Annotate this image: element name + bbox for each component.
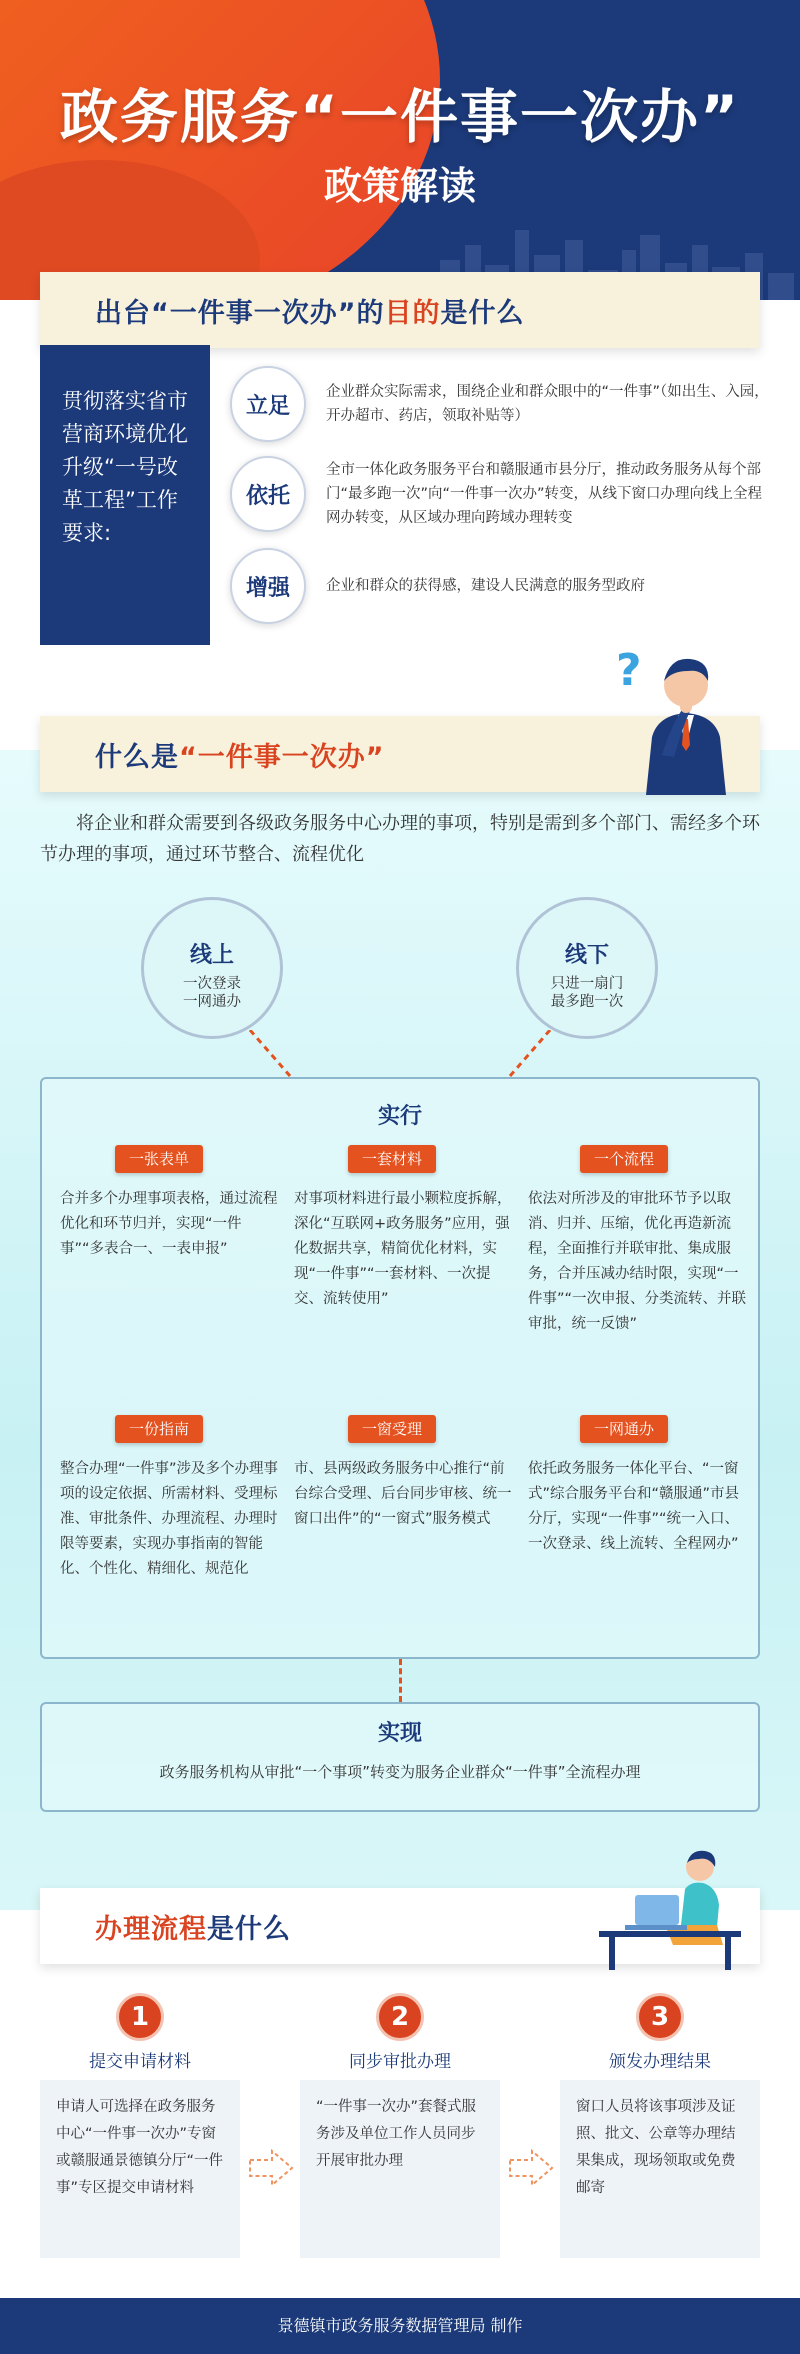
section2-banner-prefix: 什么是	[95, 741, 179, 773]
practice-tag: 一套材料	[348, 1145, 436, 1173]
practice-text: 市、县两级政务服务中心推行“前台综合受理、后台同步审核、统一窗口出件”的“一窗式”服务模式	[294, 1461, 512, 1527]
section2-banner-highlight: “一件事一次办”	[179, 741, 385, 773]
online-circle	[141, 897, 283, 1039]
section1-banner	[40, 272, 760, 348]
practice-tag: 一份指南	[115, 1415, 203, 1443]
connector-lines	[230, 1030, 570, 1080]
practice-connector	[399, 1659, 402, 1702]
step-number-badge: 2	[376, 1993, 424, 2041]
result-text: 政务服务机构从审批“一个事项”转变为服务企业群众“一件事”全流程办理	[159, 1763, 641, 1781]
section1-row-text: 企业群众实际需求，围绕企业和群众眼中的“一件事”（如出生、入园，开办超市、药店，领取补贴等）	[326, 384, 769, 424]
online-title: 线上	[189, 943, 234, 968]
offline-circle	[516, 897, 658, 1039]
section1-banner-prefix: 出台“一件事一次办”的	[95, 297, 385, 329]
section1-banner-suffix: 是什么	[440, 297, 525, 329]
offline-line2: 最多跑一次	[550, 994, 624, 1010]
arrow-right-icon	[508, 2148, 554, 2188]
practice-tag: 一张表单	[115, 1145, 203, 1173]
page-title: 政务服务“一件事一次办”	[59, 83, 741, 151]
practice-tag: 一窗受理	[348, 1415, 436, 1443]
result-box	[40, 1702, 760, 1812]
section1-badge: 立足	[230, 366, 306, 442]
practice-tag: 一个流程	[580, 1145, 668, 1173]
practice-box	[40, 1077, 760, 1659]
section1-left-panel: 贯彻落实省市营商环境优化升级“一号改革工程”工作要求:	[40, 345, 210, 645]
section1-row-text: 企业和群众的获得感，建设人民满意的服务型政府	[326, 578, 645, 594]
practice-text: 依法对所涉及的审批环节予以取消、归并、压缩，优化再造新流程，全面推行并联审批、集成服务，合并压减办结时限，实现“一件事”“一次申报、分类流转、并联审批，统一反馈”	[528, 1191, 747, 1332]
section1-banner-highlight: 目的	[384, 297, 441, 329]
section1-row	[230, 548, 770, 624]
online-line2: 一网通办	[183, 994, 241, 1010]
practice-text: 依托政务服务一体化平台、“一窗式”综合服务平台和“赣服通”市县分厅，实现“一件事”“统一入口、一次登录、线上流转、全程网办”	[528, 1461, 740, 1552]
footer: 景德镇市政务服务数据管理局 制作	[0, 2298, 800, 2354]
practice-text: 合并多个办理事项表格，通过流程优化和环节归并，实现“一件事”“多表合一、一表申报”	[60, 1191, 278, 1257]
section3-banner-suffix: 是什么	[207, 1913, 291, 1945]
step-number-badge: 3	[636, 1993, 684, 2041]
section1-badge: 依托	[230, 456, 306, 532]
section3-banner-highlight: 办理流程	[95, 1913, 207, 1945]
laptop-worker-icon	[595, 1845, 745, 1970]
section1-row	[230, 366, 770, 442]
practice-text: 对事项材料进行最小颗粒度拆解，深化“互联网+政务服务”应用，强化数据共享，精简优化材料，实现“一件事”“一套材料、一次提交、流转使用”	[294, 1191, 512, 1307]
step-number-badge: 1	[116, 1993, 164, 2041]
step-title: 提交申请材料	[89, 2052, 191, 2072]
thinking-person-icon	[610, 645, 740, 795]
section1-row	[230, 456, 770, 532]
section2-intro: 将企业和群众需要到各级政务服务中心办理的事项，特别是需到多个部门、需经多个环节办理的事项，通过环节整合、流程优化	[40, 813, 760, 865]
arrow-right-icon	[248, 2148, 294, 2188]
hero-header	[0, 0, 800, 300]
svg-text:?: ?	[616, 645, 642, 696]
result-title: 实现	[377, 1721, 422, 1746]
section1-badge: 增强	[230, 548, 306, 624]
step-title: 颁发办理结果	[609, 2052, 711, 2072]
practice-text: 整合办理“一件事”涉及多个办理事项的设定依据、所需材料、受理标准、审批条件、办理流程、办理时限等要素，实现办事指南的智能化、个性化、精细化、规范化	[60, 1461, 279, 1577]
practice-tag: 一网通办	[580, 1415, 668, 1443]
step-description: “一件事一次办”套餐式服务涉及单位工作人员同步开展审批办理	[300, 2080, 500, 2258]
offline-title: 线下	[564, 943, 609, 968]
offline-line1: 只进一扇门	[550, 976, 624, 992]
step-title: 同步审批办理	[349, 2052, 451, 2072]
online-line1: 一次登录	[183, 976, 241, 992]
section1-row-text: 全市一体化政务服务平台和赣服通市县分厅，推动政务服务从每个部门“最多跑一次”向“一件事一次办”转变，从线下窗口办理向线上全程网办转变，从区域办理向跨域办理转变	[326, 462, 763, 526]
page-subtitle: 政策解读	[323, 164, 476, 208]
step-description: 窗口人员将该事项涉及证照、批文、公章等办理结果集成，现场领取或免费邮寄	[560, 2080, 760, 2258]
practice-title: 实行	[377, 1104, 422, 1129]
step-description: 申请人可选择在政务服务中心“一件事一次办”专窗或赣服通景德镇分厅“一件事”专区提交申请材料	[40, 2080, 240, 2258]
